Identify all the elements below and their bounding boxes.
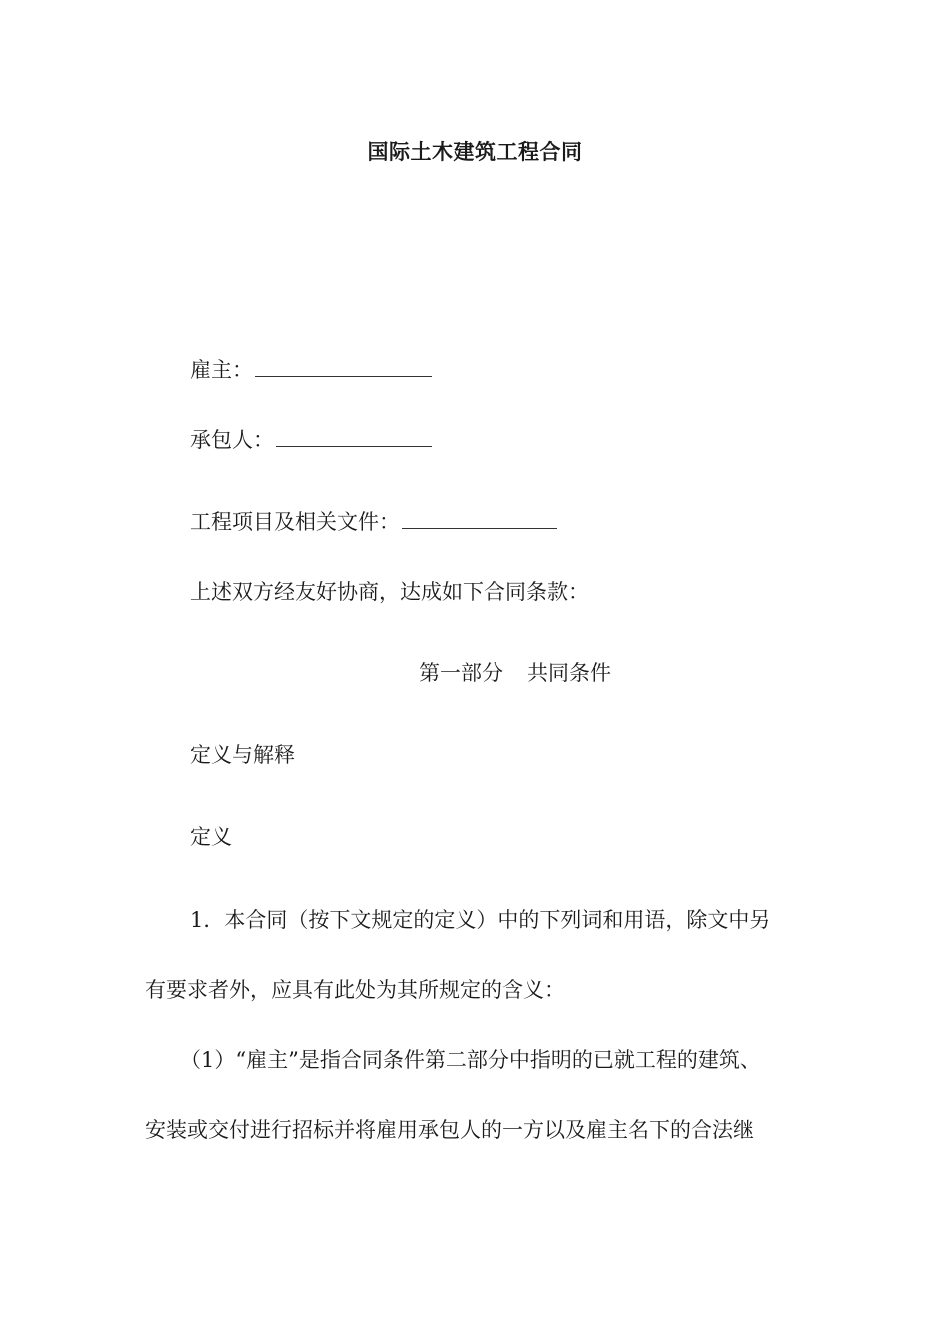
part-heading: [0, 658, 950, 688]
contractor-blank: [276, 426, 432, 447]
subsection-heading: 定义: [190, 825, 232, 849]
employer-label: 雇主：: [190, 358, 253, 382]
agreement-text: 上述双方经友好协商，达成如下合同条款：: [190, 580, 589, 604]
section-heading: 定义与解释: [190, 743, 295, 767]
project-field: [190, 507, 557, 537]
clause-1-1-line-1: （1）“雇主”是指合同条件第二部分中指明的已就工程的建筑、: [180, 1048, 761, 1072]
employer-blank: [255, 356, 432, 377]
part-number: 第一部分: [419, 661, 503, 685]
contractor-field: [190, 425, 432, 455]
contractor-label: 承包人：: [190, 428, 274, 452]
project-label: 工程项目及相关文件：: [190, 510, 400, 534]
employer-field: [190, 355, 432, 385]
clause-1-line-1: 1．本合同（按下文规定的定义）中的下列词和用语，除文中另: [190, 908, 771, 932]
document-title: 国际土木建筑工程合同: [367, 139, 583, 164]
part-name: 共同条件: [527, 661, 611, 685]
clause-1-line-2: 有要求者外，应具有此处为其所规定的含义：: [145, 978, 565, 1002]
project-blank: [402, 508, 557, 529]
clause-1-1-line-2: 安装或交付进行招标并将雇用承包人的一方以及雇主名下的合法继: [145, 1118, 754, 1142]
